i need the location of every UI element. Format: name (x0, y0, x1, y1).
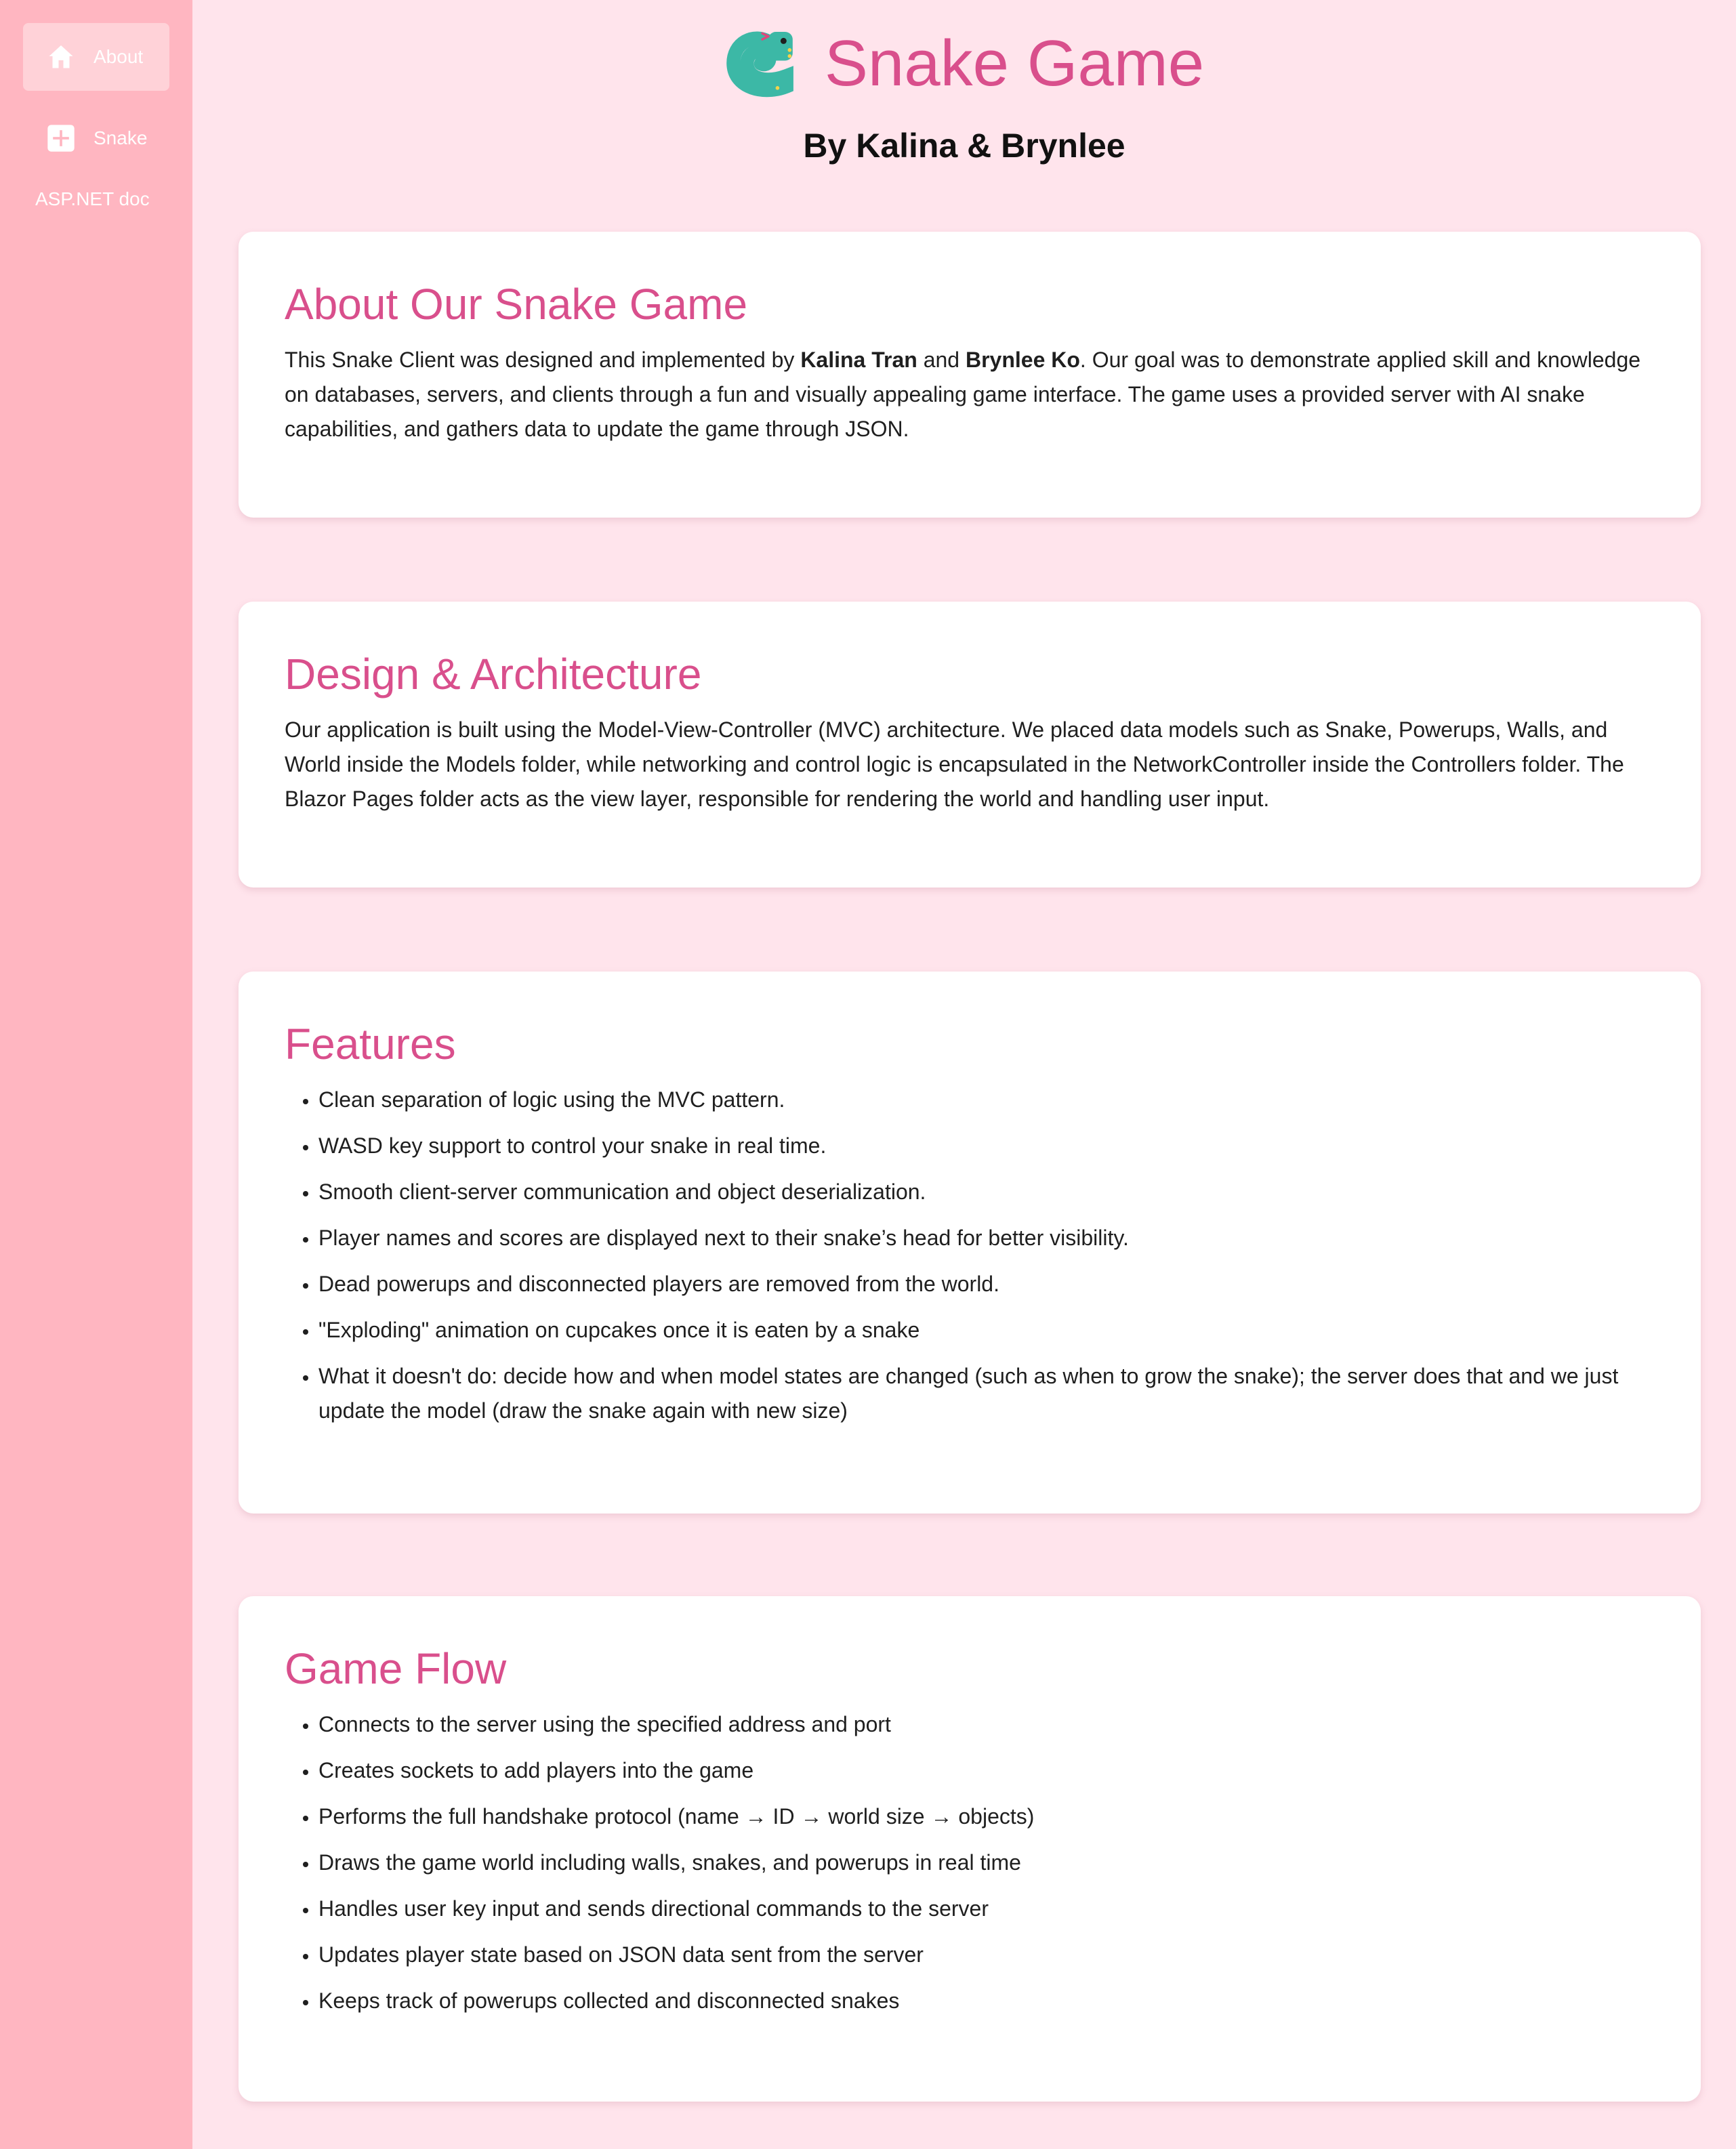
author-kalina: Kalina Tran (800, 348, 917, 373)
game-flow-card (239, 1596, 1701, 2102)
sidebar-item-label: Snake (94, 127, 148, 148)
design-card (239, 602, 1701, 888)
list-item: • Performs the full handshake protocol (name → ID → world size → objects) (318, 1799, 1655, 1834)
list-item: • Connects to the server using the specified address and port (318, 1707, 1655, 1742)
list-item: • What it doesn't do: decide how and when model states are changed (such as when to grow the snake); the server does that and we just update the model (draw the snake again with new size) (318, 1359, 1655, 1428)
about-card (239, 232, 1701, 518)
list-item: • Creates sockets to add players into the game (318, 1753, 1655, 1788)
page-header (192, 0, 1736, 203)
sidebar-item-about[interactable] (23, 23, 169, 91)
list-item: • Player names and scores are displayed next to their snake’s head for better visibility. (318, 1221, 1655, 1255)
list-item: • WASD key support to control your snake in real time. (318, 1129, 1655, 1163)
list-item: • Updates player state based on JSON data sent from the server (318, 1938, 1655, 1972)
about-heading: About Our Snake Game (285, 280, 748, 329)
plus-square-icon (46, 123, 76, 153)
game-flow-heading: Game Flow (285, 1644, 507, 1693)
design-text: Our application is built using the Model-View-Controller (MVC) architecture. We placed data models such as Snake, Powerups, Walls, and World inside the Models folder, while networking and control logic is encapsulated in the NetworkController inside the Controllers folder. The Blazor Pages folder acts as the view layer, responsible for rendering the world and handling user input. (285, 717, 1624, 812)
sidebar-item-snake[interactable] (23, 104, 169, 172)
list-item: • Draws the game world including walls, snakes, and powerups in real time (318, 1845, 1655, 1880)
page-subtitle: By Kalina & Brynlee (803, 127, 1125, 165)
features-list (285, 1083, 1655, 1428)
sidebar-item-label: About (94, 46, 144, 67)
list-item: • Handles user key input and sends directional commands to the server (318, 1892, 1655, 1926)
list-item: • Dead powerups and disconnected players are removed from the world. (318, 1267, 1655, 1301)
snake-logo-icon (724, 26, 800, 102)
aspnet-doc-link[interactable]: ASP.NET doc (35, 188, 150, 209)
design-heading: Design & Architecture (285, 650, 702, 698)
home-icon (46, 42, 76, 72)
game-flow-list (285, 1707, 1655, 2018)
list-item: • Keeps track of powerups collected and disconnected snakes (318, 1984, 1655, 2018)
about-text: This Snake Client was designed and implemented by Kalina Tran and Brynlee Ko. Our goal was to demonstrate applied skill and knowledge on databases, servers, and clients through a fun and visually appealing game interface. The game uses a provided server with AI snake capabilities, and gathers data to update the game through JSON. (285, 348, 1641, 442)
features-heading: Features (285, 1020, 456, 1068)
sidebar (0, 0, 192, 2149)
list-item: • Smooth client-server communication and object deserialization. (318, 1175, 1655, 1209)
list-item: • Clean separation of logic using the MVC pattern. (318, 1083, 1655, 1117)
list-item: • "Exploding" animation on cupcakes once it is eaten by a snake (318, 1313, 1655, 1348)
author-brynlee: Brynlee Ko (965, 348, 1080, 373)
site-title: Snake Game (824, 27, 1205, 100)
features-card (239, 972, 1701, 1514)
